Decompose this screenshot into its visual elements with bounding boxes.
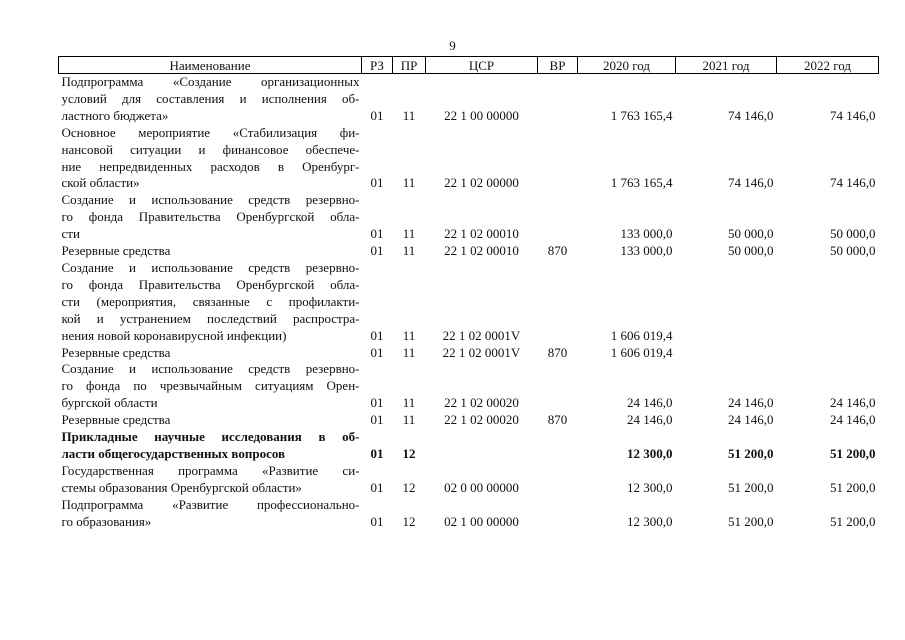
header-2021: 2021 год [676, 57, 777, 74]
row-csr: 02 0 00 00000 [444, 479, 519, 495]
row-csr: 22 1 00 00000 [444, 107, 519, 123]
row-2020: 133 000,0 [620, 226, 673, 242]
row-2020: 1 606 019,4 [610, 344, 673, 360]
row-name: Создание и использование средств резервно- го фонда Правительства Оренбургской обла- сти (мероприятия, связанные с профилакти- кой и устранением последствий распростра- нения новой коронавирусной инфекции) [61, 259, 360, 343]
row-vr: 870 [547, 344, 568, 360]
table-header [59, 57, 879, 74]
header-2020: 2020 год [578, 57, 676, 74]
table-body [59, 74, 879, 531]
row-2022: 50 000,0 [830, 243, 876, 259]
row-vr: 870 [547, 243, 568, 259]
table-row [59, 260, 879, 345]
header-vr: ВР [538, 57, 578, 74]
row-name: Резервные средства [61, 344, 171, 360]
row-pr: 12 [402, 479, 416, 495]
row-rz: 01 [370, 395, 384, 411]
row-csr: 22 1 02 00000 [444, 175, 519, 191]
row-name: Создание и использование средств резервно- го фонда Правительства Оренбургской обла- сти [61, 192, 360, 242]
row-2022: 50 000,0 [830, 226, 876, 242]
row-2022: 51 200,0 [830, 445, 876, 461]
row-pr: 11 [402, 412, 416, 428]
row-2021 [676, 345, 777, 362]
row-name: Государственная программа «Развитие си- стемы образования Оренбургской области» [61, 462, 360, 495]
row-pr: 11 [402, 226, 416, 242]
row-2022: 24 146,0 [830, 395, 876, 411]
table-row [59, 74, 879, 125]
row-2021: 50 000,0 [728, 243, 774, 259]
row-2021: 51 200,0 [728, 445, 774, 461]
row-2021: 51 200,0 [728, 513, 774, 529]
header-name: Наименование [59, 57, 362, 74]
row-2020: 12 300,0 [627, 479, 673, 495]
row-vr [538, 260, 578, 345]
row-2021: 50 000,0 [728, 226, 774, 242]
header-rz: РЗ [362, 57, 393, 74]
row-vr [538, 497, 578, 531]
row-pr: 11 [402, 344, 416, 360]
row-2021: 24 146,0 [728, 412, 774, 428]
row-name: Резервные средства [61, 412, 171, 428]
row-2021: 51 200,0 [728, 479, 774, 495]
row-2020: 24 146,0 [627, 412, 673, 428]
row-pr: 12 [402, 445, 416, 461]
row-rz: 01 [370, 175, 384, 191]
row-csr: 22 1 02 0001V [442, 327, 521, 343]
table-row [59, 429, 879, 463]
table-row [59, 412, 879, 429]
row-name: Подпрограмма «Развитие профессионально- го образования» [61, 496, 360, 529]
row-rz: 01 [370, 344, 384, 360]
row-2020: 1 606 019,4 [610, 327, 673, 343]
row-2022 [777, 260, 879, 345]
row-2022: 51 200,0 [830, 513, 876, 529]
row-2022: 51 200,0 [830, 479, 876, 495]
row-csr: 22 1 02 0001V [442, 344, 521, 360]
table-row [59, 497, 879, 531]
row-2022 [777, 345, 879, 362]
row-vr [538, 192, 578, 243]
row-2021: 24 146,0 [728, 395, 774, 411]
row-vr [538, 125, 578, 193]
row-2022: 74 146,0 [830, 107, 876, 123]
row-pr: 12 [402, 513, 416, 529]
table-row [59, 361, 879, 412]
row-2020: 24 146,0 [627, 395, 673, 411]
row-pr: 11 [402, 327, 416, 343]
row-2020: 12 300,0 [627, 445, 673, 461]
row-2020: 1 763 165,4 [610, 107, 673, 123]
row-rz: 01 [370, 412, 384, 428]
page-number: 9 [449, 38, 456, 53]
row-name: Подпрограмма «Создание организационных условий для составления и исполнения об- ластного бюджета» [61, 74, 360, 123]
row-rz: 01 [370, 226, 384, 242]
header-2022: 2022 год [777, 57, 879, 74]
row-vr [538, 429, 578, 463]
row-csr [426, 429, 538, 463]
header-csr: ЦСР [426, 57, 538, 74]
row-rz: 01 [370, 513, 384, 529]
row-2022: 74 146,0 [830, 175, 876, 191]
row-pr: 11 [402, 107, 416, 123]
row-csr: 22 1 02 00020 [444, 412, 519, 428]
row-vr: 870 [547, 412, 568, 428]
table-row [59, 192, 879, 243]
row-2021: 74 146,0 [728, 107, 774, 123]
row-rz: 01 [370, 327, 384, 343]
row-2020: 12 300,0 [627, 513, 673, 529]
table-row [59, 243, 879, 260]
row-csr: 22 1 02 00010 [444, 226, 519, 242]
table-row [59, 345, 879, 362]
row-pr: 11 [402, 175, 416, 191]
row-rz: 01 [370, 479, 384, 495]
row-2022: 24 146,0 [830, 412, 876, 428]
table-row [59, 125, 879, 193]
row-csr: 22 1 02 00020 [444, 395, 519, 411]
row-pr: 11 [402, 243, 416, 259]
row-name: Резервные средства [61, 243, 171, 259]
row-2020: 1 763 165,4 [610, 175, 673, 191]
row-csr: 22 1 02 00010 [444, 243, 519, 259]
row-vr [538, 74, 578, 125]
row-name: Создание и использование средств резервно- го фонда по чрезвычайным ситуациям Орен- бургской области [61, 361, 360, 411]
row-name: Прикладные научные исследования в об- ласти общегосударственных вопросов [61, 429, 360, 461]
row-rz: 01 [370, 445, 384, 461]
row-csr: 02 1 00 00000 [444, 513, 519, 529]
row-rz: 01 [370, 107, 384, 123]
header-pr: ПР [393, 57, 426, 74]
row-name: Основное мероприятие «Стабилизация фи- нансовой ситуации и финансовое обеспече- ние непредвиденных расходов в Оренбург- ской области» [61, 124, 360, 191]
row-2021: 74 146,0 [728, 175, 774, 191]
table-row [59, 463, 879, 497]
budget-table [58, 56, 879, 530]
row-pr: 11 [402, 395, 416, 411]
row-2021 [676, 260, 777, 345]
row-rz: 01 [370, 243, 384, 259]
row-vr [538, 361, 578, 412]
row-vr [538, 463, 578, 497]
row-2020: 133 000,0 [620, 243, 673, 259]
